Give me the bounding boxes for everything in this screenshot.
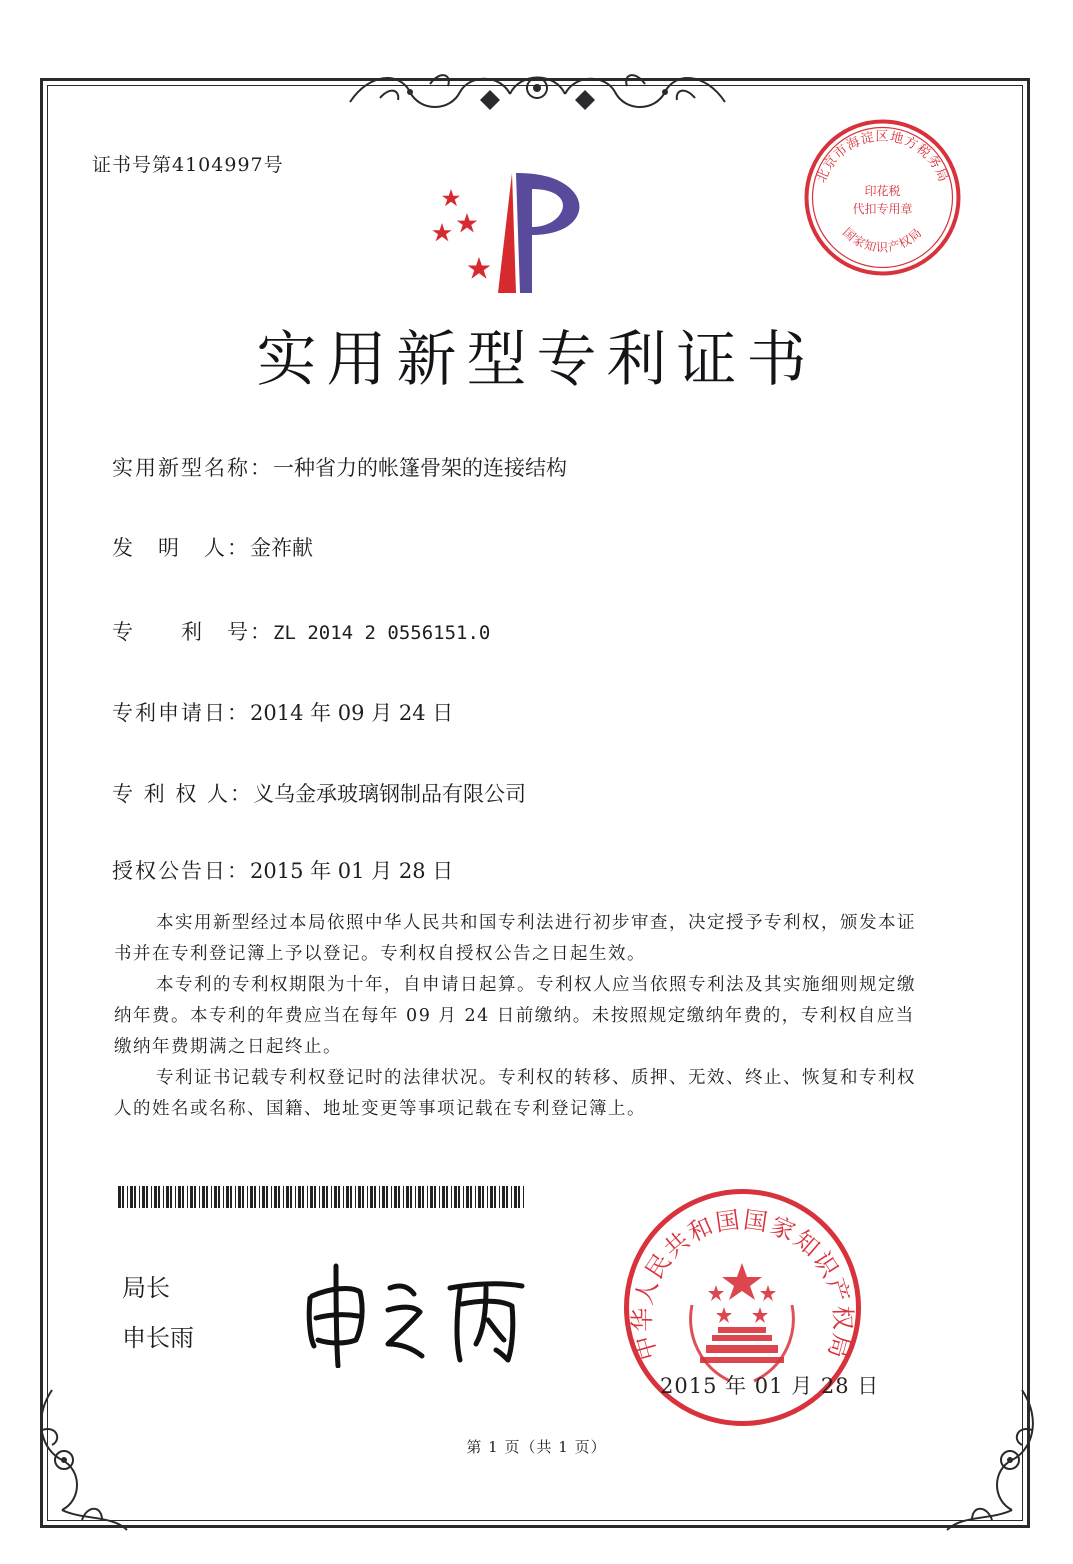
field-inventor	[112, 532, 313, 562]
svg-text:国家知识产权局	[840, 225, 925, 255]
body-paragraph-3: 专利证书记载专利权登记时的法律状况。专利权的转移、质押、无效、终止、恢复和专利权人的姓名或名称、国籍、地址变更等事项记载在专利登记簿上。	[114, 1068, 916, 1119]
field-label: 专利申请日：	[112, 701, 250, 725]
field-value: 2014 年 09 月 24 日	[250, 701, 454, 725]
field-application-date	[112, 697, 453, 727]
director-name: 申长雨	[122, 1324, 194, 1352]
page-number: 第 1 页（共 1 页）	[466, 1438, 607, 1456]
body-paragraph-1: 本实用新型经过本局依照中华人民共和国专利法进行初步审查，决定授予专利权，颁发本证书并在专利登记簿上予以登记。专利权自授权公告之日起生效。	[114, 913, 916, 964]
field-value: ZL 2014 2 0556151.0	[273, 622, 491, 644]
tax-seal-inner-line-1: 印花税	[864, 184, 901, 198]
cnipa-emblem-icon	[420, 165, 610, 300]
field-value: 一种省力的帐篷骨架的连接结构	[273, 456, 567, 480]
bottom-right-ornament	[932, 1380, 1052, 1540]
tax-seal-bottom-text: 国家知识产权局	[840, 225, 925, 255]
bottom-left-ornament	[22, 1380, 142, 1540]
field-grant-date	[112, 855, 453, 885]
field-value: 义乌金承玻璃钢制品有限公司	[253, 782, 527, 806]
certificate-title: 实用新型专利证书	[256, 325, 817, 395]
director-signature	[290, 1248, 540, 1368]
cnipa-seal-text: 中华人民共和国国家知识产权局	[628, 1205, 857, 1364]
body-paragraph-2: 本专利的专利权期限为十年，自申请日起算。专利权人应当依照专利法及其实施细则规定缴纳年费。本专利的年费应当在每年 09 月 24 日前缴纳。未按照规定缴纳年费的，专利权自应当缴纳年费期满之日起终止。	[114, 975, 916, 1057]
tax-seal-outer-text: 北京市海淀区地方税务局	[814, 129, 951, 185]
field-label: 专 利 权 人：	[112, 782, 254, 806]
tax-seal-stamp	[800, 115, 965, 280]
tax-seal-inner-line-2: 代扣专用章	[852, 202, 913, 216]
field-patentee	[112, 778, 526, 808]
barcode	[118, 1186, 528, 1208]
field-label: 发 明 人：	[112, 536, 250, 560]
top-ornament	[340, 62, 735, 124]
field-label: 授权公告日：	[112, 859, 250, 883]
field-label: 专 利 号：	[112, 620, 273, 644]
issue-date: 2015 年 01 月 28 日	[660, 1374, 880, 1398]
field-value: 2015 年 01 月 28 日	[250, 859, 454, 883]
field-utility-model-name	[112, 452, 567, 482]
field-label: 实用新型名称：	[112, 456, 273, 480]
field-patent-number	[112, 616, 490, 646]
field-value: 金祚献	[250, 536, 313, 560]
certificate-body-text	[114, 908, 924, 1125]
director-title: 局长	[122, 1274, 170, 1302]
certificate-number: 证书号第4104997号	[92, 154, 284, 176]
national-emblem-icon	[700, 1263, 784, 1363]
